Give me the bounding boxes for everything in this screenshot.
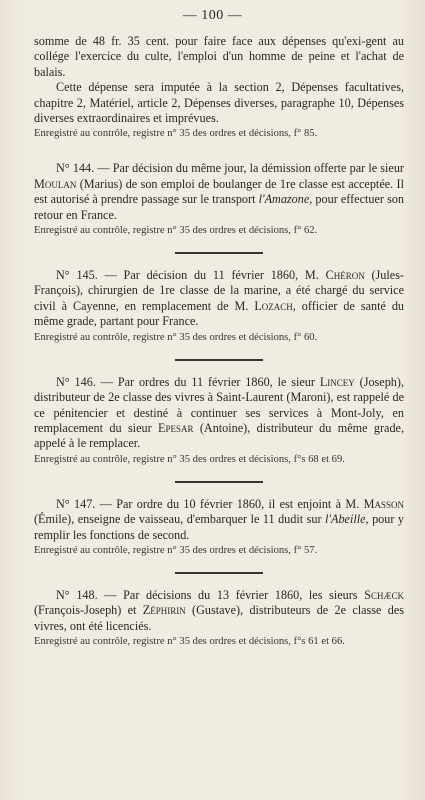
person-name: Moulan (34, 176, 77, 191)
entry-number: N° 147. (56, 496, 96, 511)
separator-rule (175, 572, 263, 574)
person-name: Epesar (158, 420, 194, 435)
separator-rule (175, 359, 263, 361)
entry-number: N° 148. (56, 587, 98, 602)
entry-144-registration: Enregistré au contrôle, registre n° 35 des ordres et décisions, f° 62. (34, 225, 318, 237)
entry-147-registration: Enregistré au contrôle, registre n° 35 des ordres et décisions, f° 57. (34, 544, 318, 556)
separator-rule (175, 481, 263, 483)
intro-paragraph-2: Cette dépense sera imputée à la section 2, Dépenses facultatives, chapitre 2, Matériel, article 2, Dépenses diverses, paragraphe 10, Dépenses diverses extraordinaires et imprévues. (34, 80, 404, 126)
person-name: Lozach (254, 298, 293, 313)
ship-name: l'Amazone (258, 192, 310, 207)
page-number: — 100 — (182, 8, 243, 23)
intro-paragraph-1: somme de 48 fr. 35 cent. pour faire face aux dépenses qu'exi-gent au collége l'exercice du culte, l'emploi d'un homme de peine et l'achat de balais. (34, 34, 404, 79)
person-name: Zéphirin (142, 603, 186, 618)
person-name: Lincey (319, 374, 355, 389)
page-content (34, 34, 404, 649)
entry-144: N° 144. — Par décision du même jour, la démission offerte par le sieur Moulan (Marius) de son emploi de boulanger de 1re classe est acceptée. Il est autorisé à prendre passage sur le transport l'Amazone, pour effectuer son retour en France. (34, 161, 404, 222)
entry-number: N° 144. (56, 161, 95, 176)
entry-number: N° 146. (56, 374, 96, 389)
entry-146-registration: Enregistré au contrôle, registre n° 35 des ordres et décisions, f°s 68 et 69. (34, 453, 345, 465)
person-name: Chéron (325, 268, 365, 283)
entry-146: N° 146. — Par ordres du 11 février 1860, le sieur Lincey (Joseph), distributeur de 2e classe des vivres à Saint-Laurent (Maroni), est rappelé de ce pénitencier et destiné à continuer ses services à Mont-Joly, en remplacement du sieur Epesar (Antoine), distributeur du même grade, appelé à le remplacer. (34, 374, 404, 451)
entry-145: N° 145. — Par décision du 11 février 1860, M. Chéron (Jules-François), chirurgien de 1re classe de la marine, a été chargé du service civil à Cayenne, en remplacement de M. Lozach, officier de santé du même grade, partant pour France. (34, 268, 405, 329)
person-name: Schæck (364, 587, 404, 602)
entry-148-registration: Enregistré au contrôle, registre n° 35 des ordres et décisions, f°s 61 et 66. (34, 636, 345, 648)
entry-145-registration: Enregistré au contrôle, registre n° 35 des ordres et décisions, f° 60. (34, 331, 318, 343)
separator-rule (175, 252, 263, 254)
entry-number: N° 145. (56, 268, 98, 283)
intro-registration: Enregistré au contrôle, registre n° 35 des ordres et décisions, f° 85. (34, 128, 318, 140)
ship-name: l'Abeille (325, 512, 366, 527)
entry-147: N° 147. — Par ordre du 10 février 1860, il est enjoint à M. Masson (Émile), enseigne de vaisseau, d'embarquer le 11 dudit sur l'Abeille, pour y remplir les fonctions de second. (34, 496, 405, 542)
person-name: Masson (363, 496, 404, 511)
entry-148: N° 148. — Par décisions du 13 février 1860, les sieurs Schæck (François-Joseph) et Zéphirin (Gustave), distributeurs de 2e classe des vivres, ont été licenciés. (34, 587, 405, 633)
